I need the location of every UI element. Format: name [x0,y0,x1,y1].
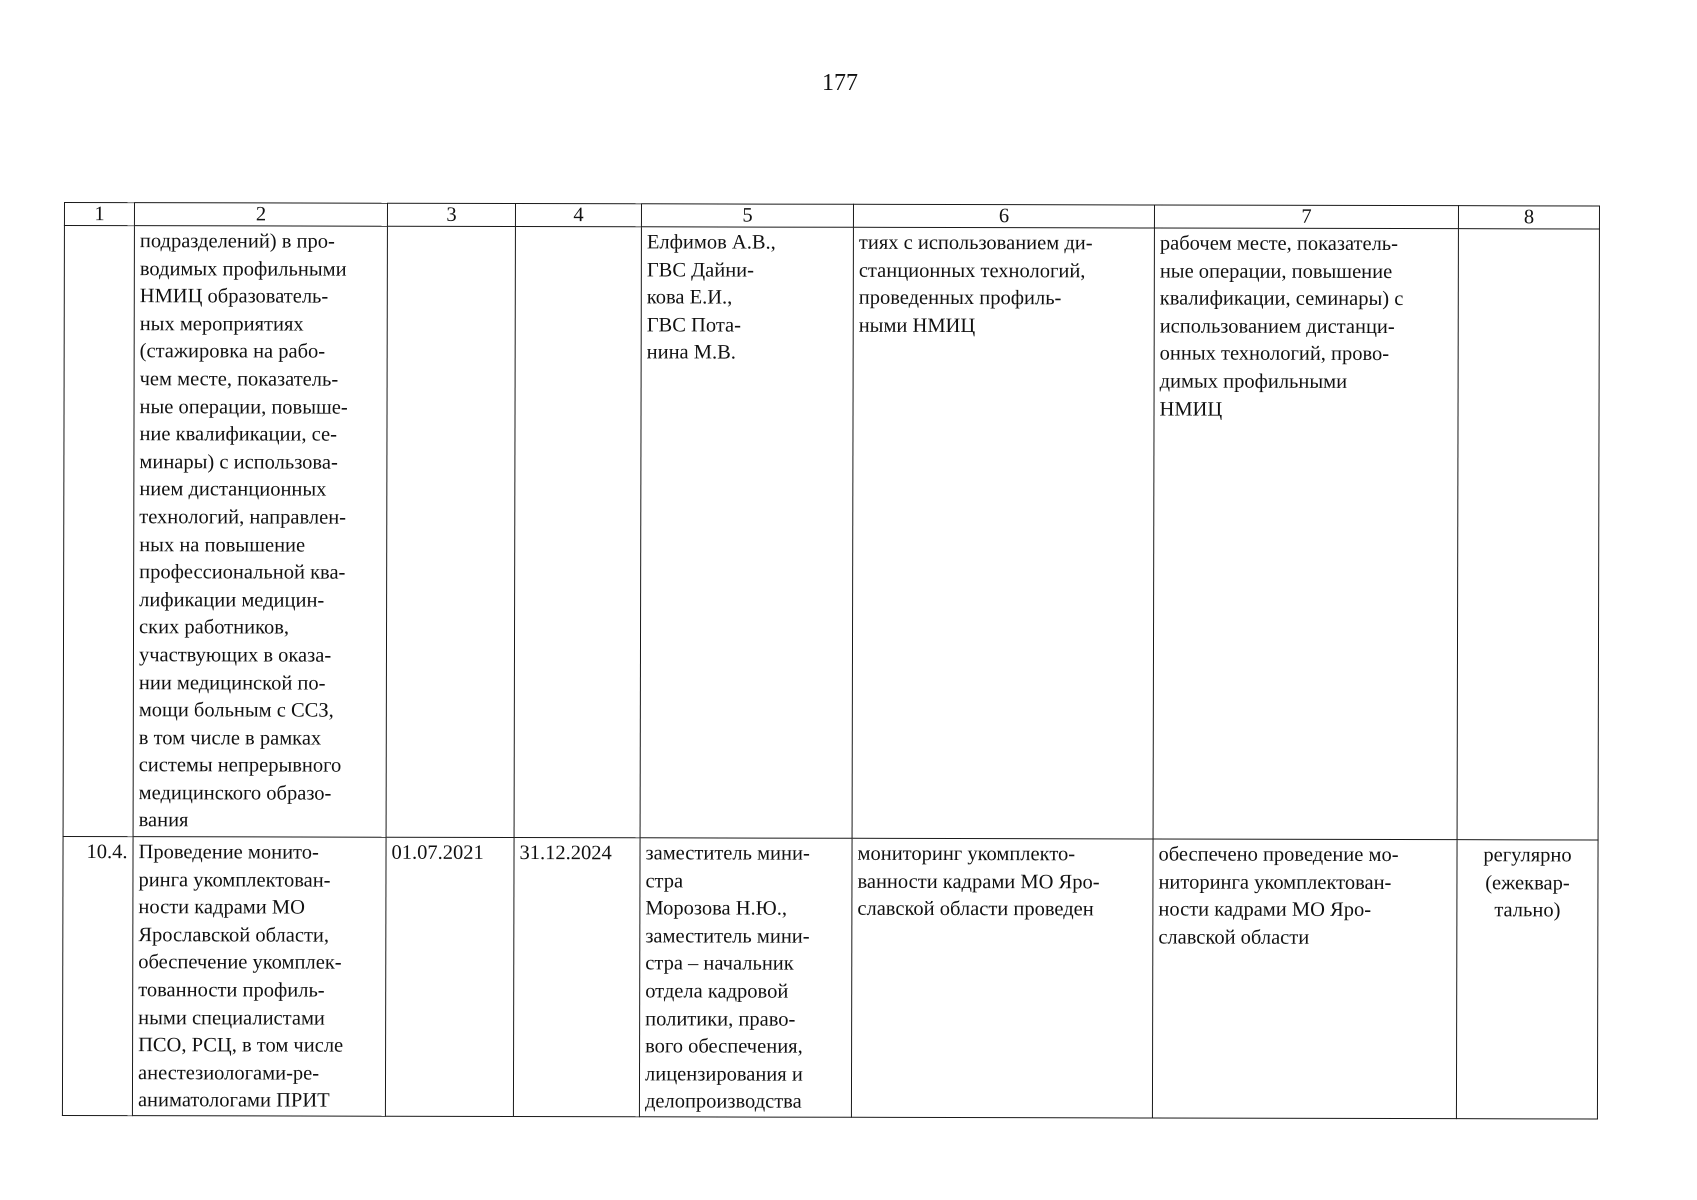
column-number: 2 [134,203,387,227]
table-row [62,836,1598,1118]
plan-table [62,202,1600,1119]
column-number: 5 [641,204,853,227]
item-number: 10.4. [62,836,133,1115]
responsible-persons: Елфимов А.В., ГВС Дайни- кова Е.И., ГВС Пота- нина М.В. [640,227,853,838]
item-number [63,226,134,837]
column-number-row [64,203,1599,229]
control-indicator: обеспечено проведение мо- ниторинга укомплектован- ности кадрами МО Яро- славской области [1152,839,1457,1119]
page-number: 177 [822,70,858,96]
activity-name: Проведение монито- ринга укомплектован- ности кадрами МО Ярославской области, обеспечение укомплек- тованности профиль- ными специалистами ПСО, РСЦ, в том числе анестезиологами-ре- аниматологами ПРИТ [132,837,386,1117]
control-indicator: рабочем месте, показатель- ные операции, повышение квалификации, семинары) с использованием дистанци- онных технологий, прово- димых профильными НМИЦ [1153,228,1458,840]
column-number: 6 [853,204,1154,228]
start-date [386,226,515,837]
table-row [63,226,1599,840]
frequency [1457,229,1599,840]
expected-result: тиях с использованием ди- станционных технологий, проведенных профиль- ными НМИЦ [852,227,1154,839]
column-number: 1 [64,203,134,226]
responsible-persons: заместитель мини- стра Морозова Н.Ю., заместитель мини- стра – начальник отдела кадровой политики, право- вого обеспечения, лицензирования и делопроизводства [639,838,852,1117]
column-number: 4 [515,204,641,227]
end-date [514,227,641,838]
activity-name: подразделений) в про- водимых профильными НМИЦ образователь- ных мероприятиях (стажировка на рабо- чем месте, показатель- ные операции, повыше- ние квалификации, се- минары) с использова- нием дистанционных технологий, направлен- ных на повышение профессиональной ква- лификации медицин- ских работников, участвующих в оказа- нии медицинской по- мощи больным с ССЗ, в том числе в рамках системы непрерывного медицинского образо- вания [133,226,387,838]
column-number: 7 [1154,205,1458,229]
expected-result: мониторинг укомплекто- ванности кадрами МО Яро- славской области проведен [851,838,1153,1118]
start-date: 01.07.2021 [385,837,514,1116]
end-date: 31.12.2024 [513,838,640,1117]
column-number: 8 [1458,206,1599,229]
column-number: 3 [387,203,515,226]
frequency: регулярно (ежеквар- тально) [1456,840,1598,1119]
